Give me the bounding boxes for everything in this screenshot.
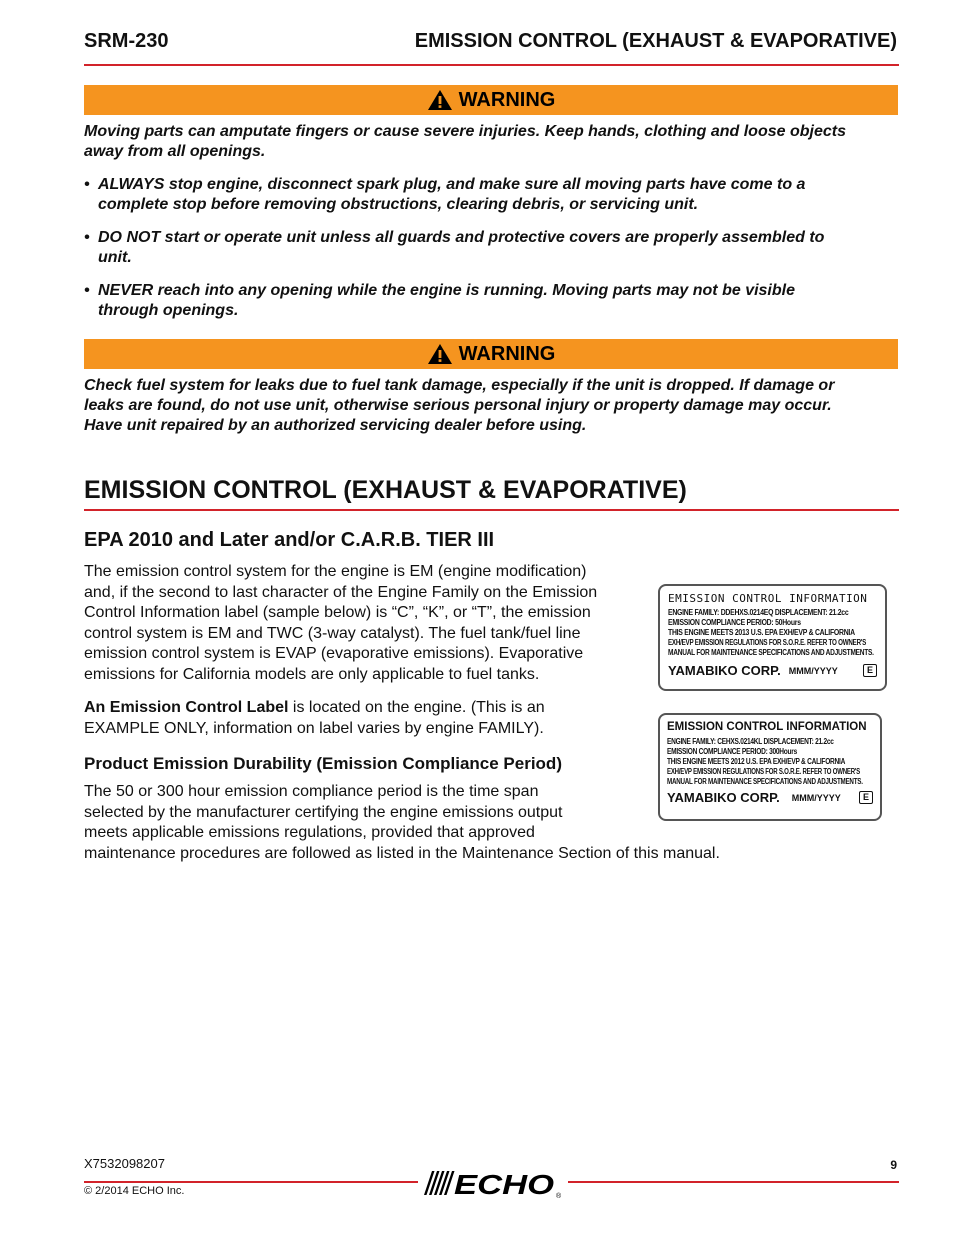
warning-text-line: Check fuel system for leaks due to fuel tank damage, especially if the unit is dropped. If damage or xyxy=(84,377,835,394)
paragraph-line: control system is EM and TWC (3-way catalyst). The fuel tank/fuel line xyxy=(84,624,581,642)
document-code: X7532098207 xyxy=(84,1156,165,1171)
bullet-dot: • xyxy=(84,229,90,246)
section-rule xyxy=(84,509,899,511)
warning-text-line: Moving parts can amputate fingers or cause severe injuries. Keep hands, clothing and loose objects xyxy=(84,123,846,140)
label-line: THIS ENGINE MEETS 2012 U.S. EPA EXH/EVP & CALIFORNIA xyxy=(667,757,846,766)
bullet-line: ALWAYS stop engine, disconnect spark plug, and make sure all moving parts have come to a xyxy=(98,176,806,193)
copyright: © 2/2014 ECHO Inc. xyxy=(84,1185,185,1197)
paragraph-text: is located on the engine. (This is an xyxy=(288,699,545,716)
warning-text-line: leaks are found, do not use unit, otherwise serious personal injury or property damage may occur. xyxy=(84,397,832,414)
intro-paragraph xyxy=(84,562,644,685)
label-paragraph xyxy=(84,698,644,739)
logo-wordmark: ECHO xyxy=(454,1169,555,1200)
bullet-line: unit. xyxy=(98,249,132,266)
page-number: 9 xyxy=(890,1158,897,1172)
bullet-dot: • xyxy=(84,176,90,193)
warning-text-line: away from all openings. xyxy=(84,143,266,160)
paragraph-line xyxy=(84,698,644,719)
paragraph-line: The emission control system for the engine is EM (engine modification) xyxy=(84,563,587,580)
label-line: MANUAL FOR MAINTENANCE SPECIFICATIONS AND ADJUSTMENTS. xyxy=(667,777,863,786)
label-line: EXH/EVP EMISSION REGULATIONS FOR S.O.R.E. REFER TO OWNER'S xyxy=(667,767,860,776)
model-number: SRM-230 xyxy=(84,30,169,52)
paragraph-line: EXAMPLE ONLY, information on label varies by engine FAMILY). xyxy=(84,719,544,737)
paragraph-line: maintenance procedures are followed as listed in the Maintenance Section of this manual. xyxy=(84,844,720,862)
echo-logo xyxy=(418,1165,568,1201)
warning-banner xyxy=(84,339,898,369)
header-rule xyxy=(84,64,899,66)
warning-bullet xyxy=(84,281,884,321)
label-line: EMISSION COMPLIANCE PERIOD: 50Hours xyxy=(668,618,801,627)
warning-label: WARNING xyxy=(458,342,556,365)
paragraph-line: and, if the second to last character of the Engine Family on the Emission xyxy=(84,583,598,601)
label-line: EXH/EVP EMISSION REGULATIONS FOR S.O.R.E. REFER TO OWNER'S xyxy=(668,638,867,647)
label-line: ENGINE FAMILY: CEHXS.0214KL DISPLACEMENT: 21.2cc xyxy=(667,737,834,746)
label-title: EMISSION CONTROL INFORMATION xyxy=(667,721,867,733)
paragraph-line: emissions for California models are only applicable to fuel tanks. xyxy=(84,665,540,683)
bold-lead: An Emission Control Label xyxy=(84,699,289,716)
label-title: EMISSION CONTROL INFORMATION xyxy=(668,592,868,605)
trademark-mark: ® xyxy=(556,1193,562,1200)
bullet-line: NEVER reach into any opening while the engine is running. Moving parts may not be visible xyxy=(98,282,795,299)
label-line: ENGINE FAMILY: DDEHXS.0214EQ DISPLACEMENT: 21.2cc xyxy=(668,608,849,617)
warning-banner xyxy=(84,85,898,115)
section-title: EMISSION CONTROL (EXHAUST & EVAPORATIVE) xyxy=(84,476,687,504)
paragraph-line: Control Information label (sample below) is “C”, “K”, or “T”, the emission xyxy=(84,604,591,621)
bullet-line: DO NOT start or operate unit unless all guards and protective covers are properly assembled to xyxy=(98,229,825,246)
manual-book-icon: E xyxy=(863,664,877,677)
warning-label: WARNING xyxy=(458,88,556,111)
warning-triangle-icon xyxy=(427,343,453,365)
manual-book-icon: E xyxy=(859,791,873,804)
paragraph-line: selected by the manufacturer certifying the engine emissions output xyxy=(84,803,563,821)
subheading: Product Emission Durability (Emission Compliance Period) xyxy=(84,754,562,773)
paragraph-line: The 50 or 300 hour emission compliance period is the time span xyxy=(84,783,539,800)
paragraph-line: meets applicable emissions regulations, provided that approved xyxy=(84,824,535,841)
section-subtitle: EPA 2010 and Later and/or C.A.R.B. TIER III xyxy=(84,529,495,551)
paragraph-line: emission control system is EVAP (evaporative emissions). Evaporative xyxy=(84,645,584,662)
label-line: THIS ENGINE MEETS 2013 U.S. EPA EXH/EVP & CALIFORNIA xyxy=(668,628,855,637)
label-date: MMM/YYYY xyxy=(791,792,841,803)
warning-text xyxy=(84,122,899,162)
warning-bullet xyxy=(84,175,884,215)
bullet-line: through openings. xyxy=(98,302,239,319)
label-line: MANUAL FOR MAINTENANCE SPECIFICATIONS AND ADJUSTMENTS. xyxy=(668,648,874,657)
bullet-dot: • xyxy=(84,282,90,299)
warning-text-line: Have unit repaired by an authorized servicing dealer before using. xyxy=(84,417,587,434)
warning-text xyxy=(84,376,899,436)
warning-bullet xyxy=(84,228,884,268)
label-line: EMISSION COMPLIANCE PERIOD: 300Hours xyxy=(667,747,798,756)
running-header: EMISSION CONTROL (EXHAUST & EVAPORATIVE) xyxy=(414,30,897,52)
emission-label-sample-1 xyxy=(658,584,887,691)
emission-label-sample-2 xyxy=(658,713,882,821)
label-date: MMM/YYYY xyxy=(788,665,838,676)
label-manufacturer: YAMABIKO CORP. xyxy=(667,790,780,805)
echo-logo-icon xyxy=(418,1165,568,1201)
label-manufacturer: YAMABIKO CORP. xyxy=(668,663,781,678)
bullet-line: complete stop before removing obstructions, clearing debris, or servicing unit. xyxy=(98,196,699,213)
warning-triangle-icon xyxy=(427,89,453,111)
